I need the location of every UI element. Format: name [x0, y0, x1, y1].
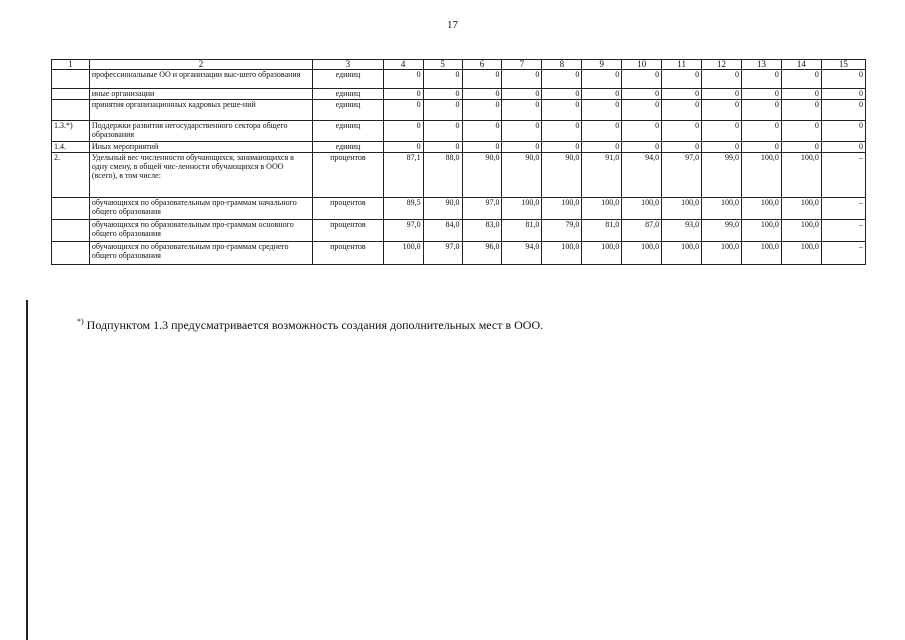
value-cell: 100,0 [742, 242, 782, 265]
value-cell: 100,0 [383, 242, 423, 265]
value-cell-15: 0 [821, 121, 865, 142]
value-cell: 100,0 [742, 220, 782, 242]
value-cell: 0 [622, 89, 662, 100]
value-cell: 0 [423, 70, 462, 89]
column-number-1: 1 [52, 60, 90, 70]
value-cell: 0 [702, 70, 742, 89]
page-number: 17 [447, 19, 458, 31]
table-row [52, 198, 866, 220]
value-cell: 100,0 [742, 153, 782, 198]
value-cell: 0 [542, 121, 582, 142]
column-number-11: 11 [662, 60, 702, 70]
value-cell: 99,0 [702, 220, 742, 242]
column-number-4: 4 [383, 60, 423, 70]
value-cell: 97,0 [662, 153, 702, 198]
value-cell: 84,0 [423, 220, 462, 242]
column-number-15: 15 [821, 60, 865, 70]
value-cell: 79,0 [542, 220, 582, 242]
value-cell: 90,0 [502, 153, 542, 198]
row-number-cell: 2. [52, 153, 90, 198]
value-cell: 0 [423, 121, 462, 142]
value-cell: 0 [702, 89, 742, 100]
value-cell: 0 [702, 121, 742, 142]
value-cell: 0 [542, 70, 582, 89]
indicator-name-cell: Иных мероприятий [89, 142, 312, 153]
table-row [52, 142, 866, 153]
column-number-14: 14 [781, 60, 821, 70]
indicator-name-cell: Поддержки развития негосударственного сектора общего образования [89, 121, 312, 142]
value-cell-15: – [821, 153, 865, 198]
row-number-cell [52, 100, 90, 121]
value-cell: 0 [542, 100, 582, 121]
value-cell: 0 [462, 70, 502, 89]
table-row [52, 100, 866, 121]
indicator-name-cell: иные организации [89, 89, 312, 100]
indicator-name-cell: обучающихся по образовательным про-граммам среднего общего образования [89, 242, 312, 265]
value-cell: 89,5 [383, 198, 423, 220]
unit-cell: единиц [313, 100, 384, 121]
value-cell: 100,0 [781, 242, 821, 265]
value-cell: 0 [582, 142, 622, 153]
value-cell: 0 [582, 70, 622, 89]
value-cell: 0 [383, 121, 423, 142]
row-number-cell: 1.3.*) [52, 121, 90, 142]
column-number-12: 12 [702, 60, 742, 70]
value-cell: 0 [582, 121, 622, 142]
value-cell: 0 [383, 100, 423, 121]
value-cell: 0 [423, 142, 462, 153]
value-cell: 0 [781, 89, 821, 100]
value-cell: 94,0 [622, 153, 662, 198]
unit-cell: единиц [313, 142, 384, 153]
value-cell: 0 [742, 89, 782, 100]
value-cell: 0 [582, 100, 622, 121]
unit-cell: процентов [313, 242, 384, 265]
value-cell: 0 [622, 121, 662, 142]
value-cell: 100,0 [662, 198, 702, 220]
unit-cell: единиц [313, 89, 384, 100]
page-edge-line [26, 300, 28, 640]
table-row [52, 121, 866, 142]
indicator-name-cell: профессиональные ОО и организации выс-шего образования [89, 70, 312, 89]
value-cell: 100,0 [702, 198, 742, 220]
value-cell: 100,0 [582, 198, 622, 220]
value-cell: 88,0 [423, 153, 462, 198]
footnote [77, 317, 543, 333]
value-cell: 0 [383, 70, 423, 89]
column-number-5: 5 [423, 60, 462, 70]
value-cell: 100,0 [582, 242, 622, 265]
value-cell: 0 [542, 89, 582, 100]
unit-cell: процентов [313, 220, 384, 242]
value-cell: 87,1 [383, 153, 423, 198]
value-cell: 97,0 [383, 220, 423, 242]
value-cell: 100,0 [622, 242, 662, 265]
value-cell: 0 [582, 89, 622, 100]
value-cell: 100,0 [781, 153, 821, 198]
column-number-13: 13 [742, 60, 782, 70]
column-number-3: 3 [313, 60, 384, 70]
value-cell: 0 [622, 142, 662, 153]
value-cell: 0 [462, 100, 502, 121]
unit-cell: единиц [313, 70, 384, 89]
value-cell: 0 [423, 100, 462, 121]
value-cell-15: – [821, 198, 865, 220]
column-number-9: 9 [582, 60, 622, 70]
table-row [52, 153, 866, 198]
unit-cell: процентов [313, 198, 384, 220]
table-row [52, 242, 866, 265]
value-cell: 0 [622, 100, 662, 121]
indicator-table [51, 59, 866, 265]
value-cell: 100,0 [781, 198, 821, 220]
value-cell: 100,0 [622, 198, 662, 220]
value-cell: 100,0 [502, 198, 542, 220]
value-cell-15: – [821, 242, 865, 265]
footnote-text: Подпунктом 1.3 предусматривается возможность создания дополнительных мест в ООО. [83, 318, 544, 332]
value-cell: 100,0 [781, 220, 821, 242]
value-cell: 87,0 [622, 220, 662, 242]
value-cell: 83,0 [462, 220, 502, 242]
value-cell: 90,0 [462, 153, 502, 198]
value-cell: 0 [662, 121, 702, 142]
value-cell: 97,0 [423, 242, 462, 265]
value-cell: 0 [702, 100, 742, 121]
value-cell: 0 [742, 70, 782, 89]
value-cell: 81,0 [502, 220, 542, 242]
row-number-cell [52, 70, 90, 89]
value-cell: 0 [662, 89, 702, 100]
value-cell: 0 [462, 142, 502, 153]
value-cell: 100,0 [702, 242, 742, 265]
value-cell: 0 [742, 142, 782, 153]
value-cell: 0 [542, 142, 582, 153]
row-number-cell [52, 242, 90, 265]
row-number-cell: 1.4. [52, 142, 90, 153]
row-number-cell [52, 198, 90, 220]
value-cell: 0 [781, 142, 821, 153]
value-cell: 0 [462, 89, 502, 100]
footnote-marker: *) [77, 317, 84, 326]
table-row [52, 70, 866, 89]
table-row [52, 220, 866, 242]
value-cell: 90,0 [423, 198, 462, 220]
value-cell: 81,0 [582, 220, 622, 242]
value-cell: 0 [502, 100, 542, 121]
value-cell: 0 [662, 70, 702, 89]
value-cell: 0 [742, 121, 782, 142]
value-cell: 100,0 [662, 242, 702, 265]
value-cell-15: 0 [821, 142, 865, 153]
value-cell: 91,0 [582, 153, 622, 198]
indicator-name-cell: обучающихся по образовательным про-граммам начального общего образования [89, 198, 312, 220]
indicator-name-cell: принятия организационных кадровых реше-ний [89, 100, 312, 121]
value-cell: 0 [622, 70, 662, 89]
value-cell-15: – [821, 220, 865, 242]
row-number-cell [52, 220, 90, 242]
value-cell: 0 [781, 70, 821, 89]
value-cell-15: 0 [821, 100, 865, 121]
value-cell: 0 [781, 121, 821, 142]
indicator-name-cell: Удельный вес численности обучающихся, занимающихся в одну смену, в общей чис-ленности обучающихся в ООО (всего), в том числе: [89, 153, 312, 198]
value-cell: 94,0 [502, 242, 542, 265]
value-cell: 100,0 [542, 198, 582, 220]
value-cell: 0 [781, 100, 821, 121]
table-body [52, 60, 866, 265]
indicator-name-cell: обучающихся по образовательным про-граммам основного общего образования [89, 220, 312, 242]
value-cell-15: 0 [821, 89, 865, 100]
value-cell: 0 [742, 100, 782, 121]
value-cell: 100,0 [742, 198, 782, 220]
value-cell: 97,0 [462, 198, 502, 220]
value-cell-15: 0 [821, 70, 865, 89]
value-cell: 0 [423, 89, 462, 100]
unit-cell: единиц [313, 121, 384, 142]
row-number-cell [52, 89, 90, 100]
value-cell: 93,0 [662, 220, 702, 242]
column-number-8: 8 [542, 60, 582, 70]
column-number-7: 7 [502, 60, 542, 70]
value-cell: 0 [502, 121, 542, 142]
column-number-6: 6 [462, 60, 502, 70]
unit-cell: процентов [313, 153, 384, 198]
value-cell: 100,0 [542, 242, 582, 265]
value-cell: 96,0 [462, 242, 502, 265]
column-number-row [52, 60, 866, 70]
value-cell: 0 [383, 89, 423, 100]
value-cell: 0 [662, 142, 702, 153]
value-cell: 0 [502, 142, 542, 153]
table-row [52, 89, 866, 100]
value-cell: 0 [502, 70, 542, 89]
value-cell: 90,0 [542, 153, 582, 198]
column-number-2: 2 [89, 60, 312, 70]
value-cell: 0 [702, 142, 742, 153]
column-number-10: 10 [622, 60, 662, 70]
value-cell: 0 [462, 121, 502, 142]
value-cell: 0 [383, 142, 423, 153]
value-cell: 99,0 [702, 153, 742, 198]
value-cell: 0 [502, 89, 542, 100]
value-cell: 0 [662, 100, 702, 121]
